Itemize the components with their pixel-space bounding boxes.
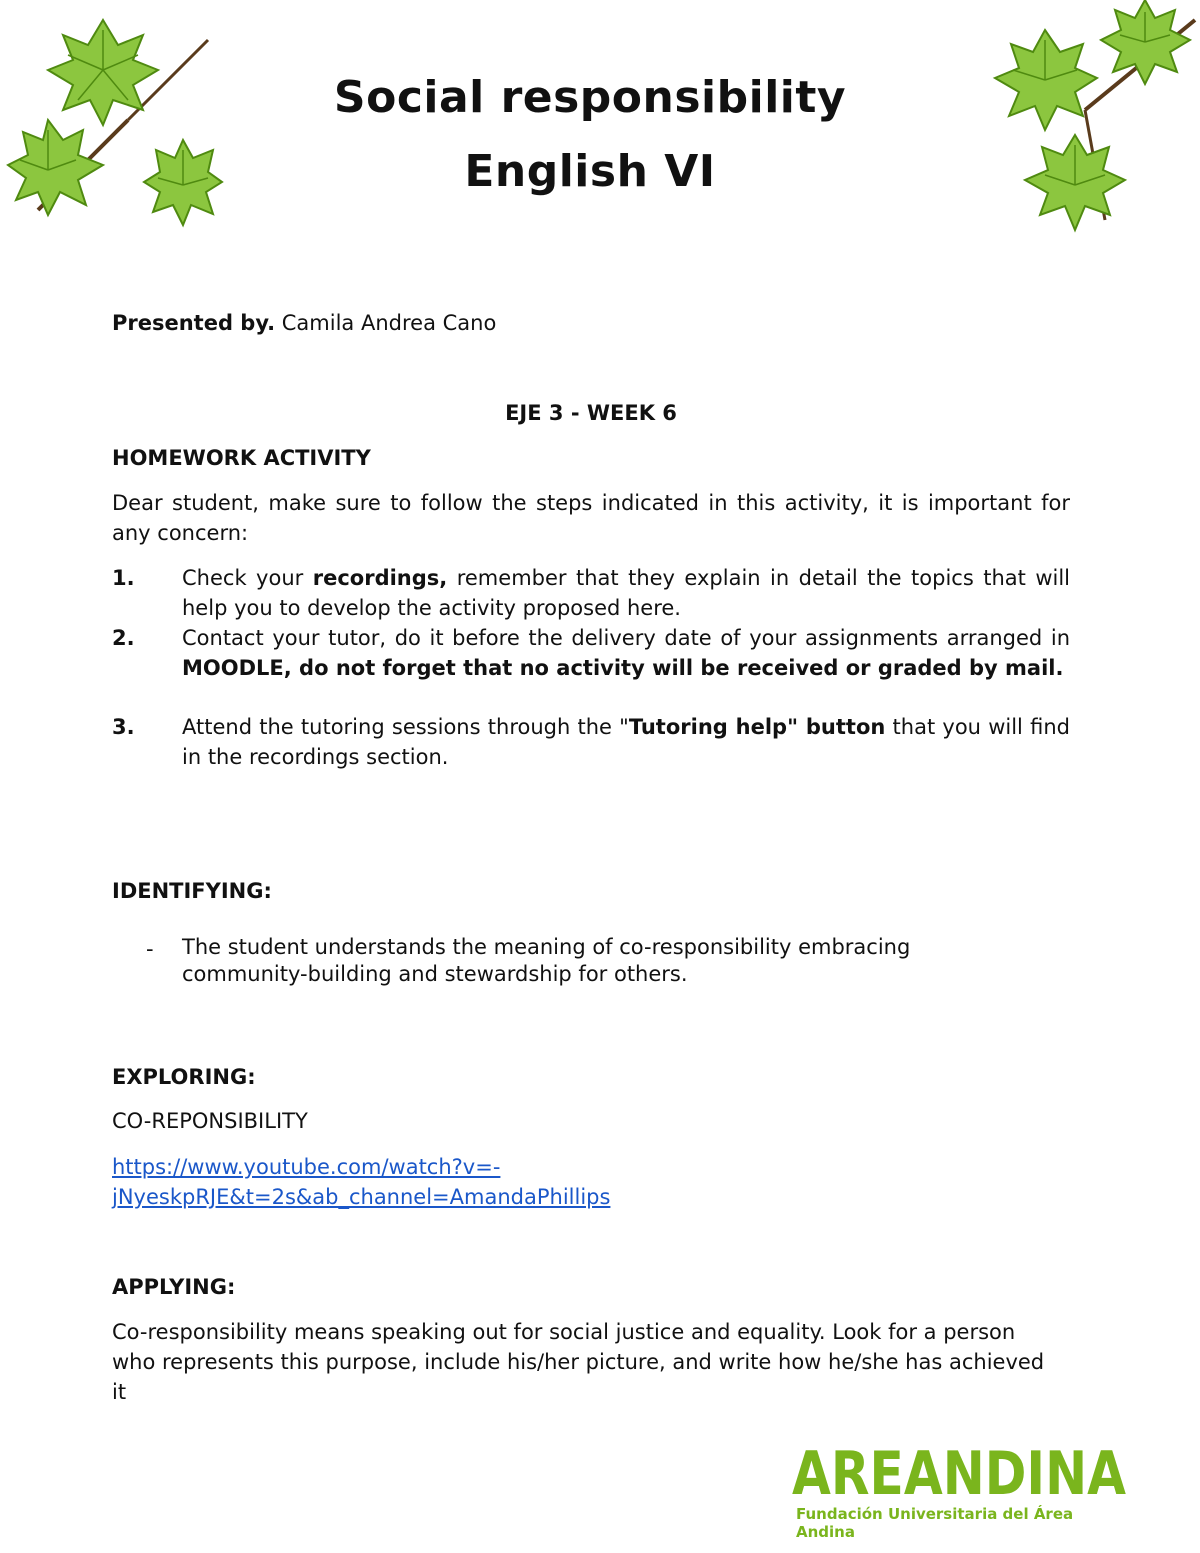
step-item — [182, 712, 1070, 772]
areandina-logo — [792, 1436, 1132, 1509]
logo-wordmark: AREANDINA — [792, 1439, 1127, 1509]
step-text: remember that they explain in detail the topics that will help you to develop the activity proposed here. — [182, 566, 1070, 620]
step-text-bold: MOODLE, do not forget that no activity will be received or graded by mail. — [182, 656, 1064, 680]
step-item — [182, 623, 1070, 683]
exploring-heading: EXPLORING: — [112, 1065, 256, 1089]
presenter-label: Presented by. — [112, 311, 276, 335]
video-link[interactable] — [112, 1155, 610, 1209]
video-link-block — [112, 1152, 610, 1212]
step-text: Contact your tutor, do it before the delivery date of your assignments arranged in — [182, 626, 1070, 650]
video-link-line1: https://www.youtube.com/watch?v=- — [112, 1155, 501, 1179]
video-link-line2: jNyeskpRJE&t=2s&ab_channel=AmandaPhillips — [112, 1185, 611, 1209]
identifying-item: The student understands the meaning of co-responsibility embracing community-building and stewardship for others. — [182, 935, 911, 986]
logo-subtitle: Fundación Universitaria del Área Andina — [796, 1505, 1074, 1541]
step-item — [182, 563, 1070, 623]
step-text-bold: recordings, — [312, 566, 448, 590]
step-number: 3. — [112, 715, 135, 739]
section-heading: EJE 3 - WEEK 6 — [505, 401, 677, 425]
applying-heading: APPLYING: — [112, 1275, 236, 1299]
document-subtitle: English VI — [464, 146, 716, 197]
document-title: Social responsibility — [333, 72, 847, 123]
step-text-bold: Tutoring help" button — [628, 715, 886, 739]
step-text: Attend the tutoring sessions through the " — [182, 715, 629, 739]
applying-text: Co-responsibility means speaking out for social justice and equality. Look for a person who represents this purpose, include his/her picture, and write how he/she has achieved it — [112, 1320, 1045, 1404]
identifying-heading: IDENTIFYING: — [112, 879, 272, 903]
bullet-dash: - — [146, 937, 154, 961]
homework-intro: Dear student, make sure to follow the steps indicated in this activity, it is important for any concern: — [112, 491, 1070, 545]
step-text: that you will find in the recordings section. — [182, 715, 1070, 769]
step-number: 1. — [112, 566, 135, 590]
homework-heading: HOMEWORK ACTIVITY — [112, 446, 371, 470]
exploring-topic: CO-REPONSIBILITY — [112, 1109, 308, 1133]
step-text: Check your — [182, 566, 313, 590]
step-number: 2. — [112, 626, 135, 650]
presenter-line — [112, 308, 496, 338]
presenter-name: Camila Andrea Cano — [281, 311, 497, 335]
